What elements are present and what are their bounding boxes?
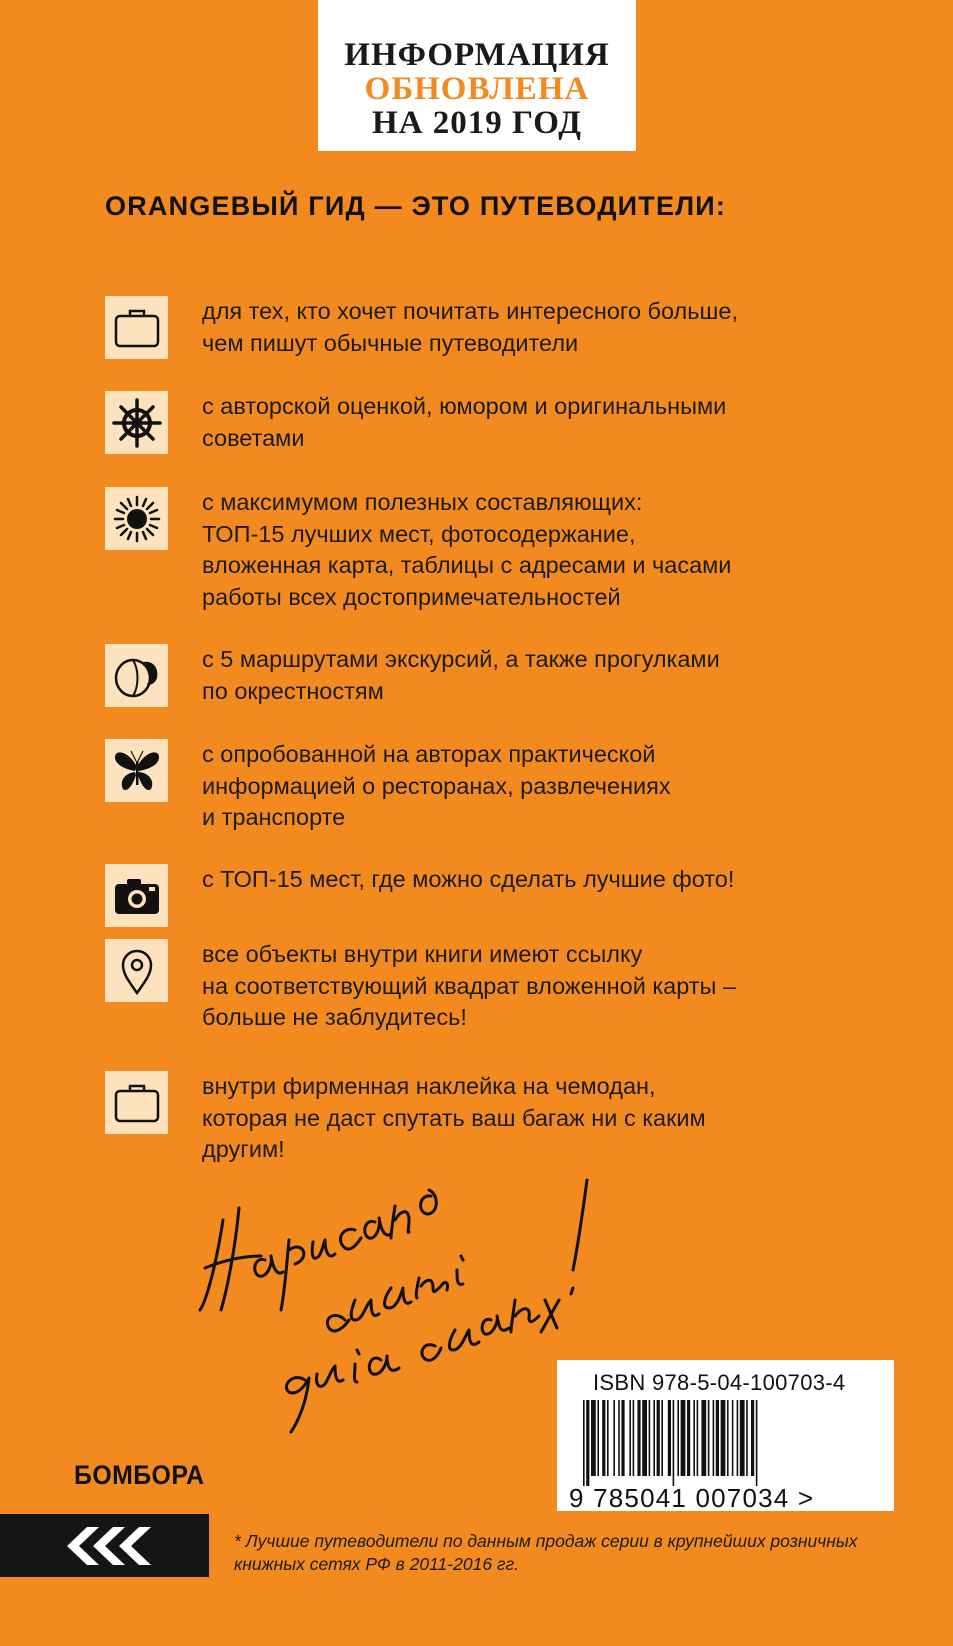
update-badge [318, 0, 636, 151]
barcode-bar [642, 1400, 647, 1476]
suitcase-icon [105, 1071, 168, 1134]
publisher-logo: БОМБОРА [74, 1460, 205, 1490]
isbn-block [557, 1360, 894, 1511]
barcode [565, 1400, 887, 1510]
barcode-bar [661, 1400, 663, 1476]
barcode-bar [649, 1400, 651, 1476]
barcode-bar [740, 1400, 745, 1476]
barcode-bar [591, 1400, 596, 1476]
barcode-bar [737, 1400, 739, 1476]
barcode-bar [653, 1400, 655, 1476]
barcode-bars [583, 1400, 757, 1486]
fruit-icon [105, 644, 168, 707]
barcode-bar [732, 1400, 734, 1476]
feature-text: с максимумом полезных составляющих: ТОП-15 лучших мест, фотосодержание, вложенная карта, таблицы с адресами и часами работы всех достопримечательностей [202, 489, 732, 610]
chevrons-left-icon [57, 1525, 153, 1567]
barcode-bar [746, 1400, 748, 1476]
barcode-bar [618, 1400, 620, 1476]
feature-text: для тех, кто хочет почитать интересного больше, чем пишут обычные путеводители [202, 298, 738, 356]
barcode-bar [681, 1400, 686, 1476]
barcode-bar [668, 1400, 671, 1476]
camera-icon [105, 864, 168, 927]
butterfly-icon [105, 739, 168, 802]
barcode-bar [727, 1400, 729, 1476]
barcode-bar [716, 1400, 719, 1476]
barcode-bar [697, 1400, 699, 1476]
feature-text: внутри фирменная наклейка на чемодан, которая не даст спутать ваш багаж ни с каким другим! [202, 1073, 706, 1162]
footnote: * Лучшие путеводители по данным продаж серии в крупнейших розничных книжных сетях РФ в 2011-2016 гг. [234, 1531, 858, 1574]
map-pin-icon [105, 939, 168, 1002]
badge-line-3: НА 2019 ГОД [372, 105, 582, 141]
series-tab [0, 1514, 209, 1577]
barcode-bar [657, 1400, 660, 1476]
barcode-bar [701, 1400, 706, 1476]
isbn-label: ISBN 978-5-04-100703-4 [593, 1370, 846, 1395]
barcode-bar [637, 1400, 640, 1476]
barcode-bar [708, 1400, 710, 1476]
barcode-bar [756, 1400, 758, 1486]
barcode-bar [629, 1400, 631, 1476]
sun-icon [105, 487, 168, 550]
feature-text: с опробованной на авторах практической информацией о ресторанах, развлечениях и транспорте [202, 741, 671, 830]
feature-text: все объекты внутри книги имеют ссылку на соответствующий квадрат вложенной карты – больше не заблудитесь! [202, 941, 737, 1030]
headline: ORANGEВЫЙ ГИД — ЭТО ПУТЕВОДИТЕЛИ: [105, 191, 727, 221]
feature-text: с ТОП-15 мест, где можно сделать лучшие фото! [202, 866, 735, 892]
barcode-bar [621, 1400, 624, 1476]
suitcase-icon [105, 296, 168, 359]
barcode-bar [687, 1400, 690, 1476]
barcode-bar [677, 1400, 679, 1476]
barcode-bar [673, 1400, 675, 1486]
barcode-bar [583, 1400, 585, 1486]
barcode-bar [713, 1400, 715, 1476]
barcode-bar [751, 1400, 754, 1476]
handwritten-signature [195, 1160, 605, 1440]
barcode-bar [586, 1400, 589, 1486]
feature-text: с авторской оценкой, юмором и оригинальными советами [202, 393, 727, 451]
barcode-bar [602, 1400, 605, 1476]
feature-text: с 5 маршрутами экскурсий, а также прогулками по окрестностям [202, 646, 720, 704]
badge-line-2: ОБНОВЛЕНА [364, 71, 590, 107]
badge-line-1: ИНФОРМАЦИЯ [344, 37, 610, 73]
barcode-digits: 9 785041 007034 > [569, 1483, 815, 1510]
barcode-bar [693, 1400, 695, 1476]
barcode-bar [607, 1400, 609, 1476]
ship-wheel-icon [105, 391, 168, 454]
barcode-bar [613, 1400, 615, 1476]
barcode-bar [597, 1400, 599, 1476]
barcode-bar [633, 1400, 635, 1476]
barcode-bar [721, 1400, 726, 1476]
